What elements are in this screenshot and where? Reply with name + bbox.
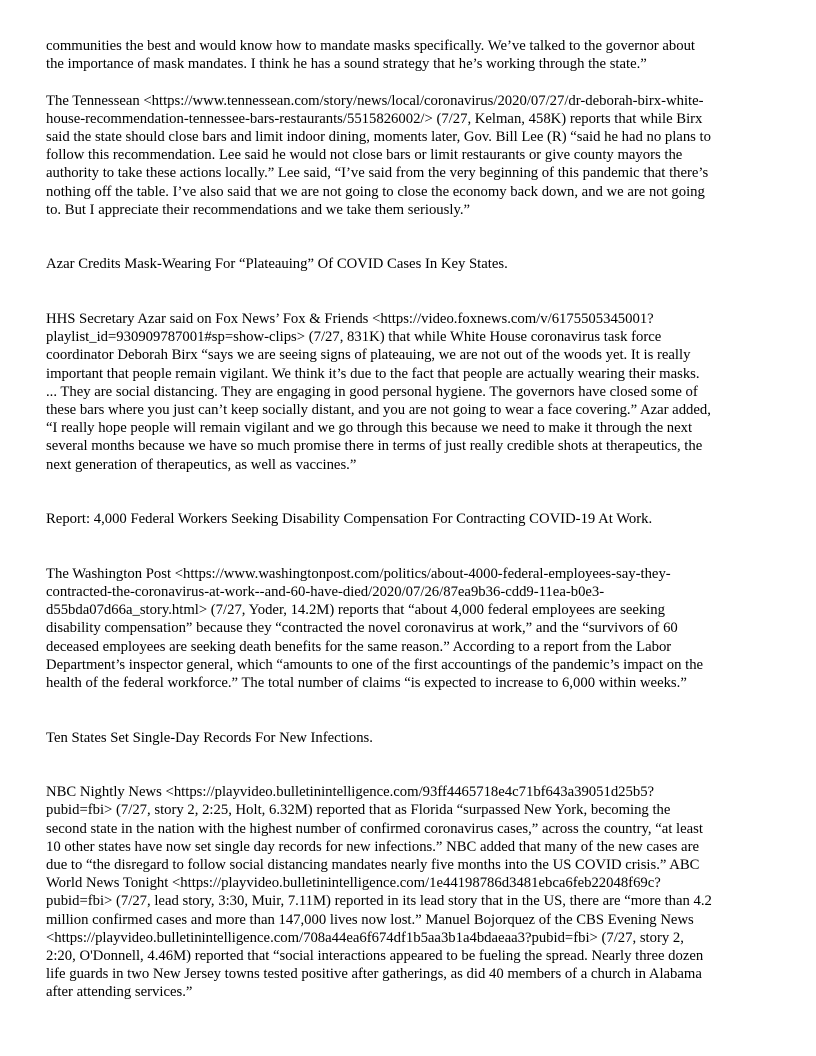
- paragraph-spacer: [46, 474, 774, 510]
- paragraph-spacer: [46, 73, 774, 91]
- paragraph-spacer: [46, 274, 774, 310]
- heading-ten-states-records: Ten States Set Single-Day Records For New Infections.: [46, 729, 373, 746]
- paragraph-network-news-reports: NBC Nightly News <https://playvideo.bulletinintelligence.com/93ff4465718e4c71bf643a39051d25b5? pubid=fbi> (7/27, story 2, 2:25, Holt, 6.32M) reported that as Florida “surpassed New York, becoming the second state in the nation with the highest number of confirmed coronavirus cases,” across the country, “at least 10 other states have now set single day records for new infections.” NBC added that many of the new cases are due to “the disregard to follow social distancing mandates nearly five months into the US COVID crisis.” ABC World News Tonight <https://playvideo.bulletinintelligence.com/1e44198786d3481ebca6feb22048f69c? pubid=fbi> (7/27, lead story, 3:30, Muir, 7.11M) reported in its lead story that in the US, there are “more than 4.2 million confirmed cases and more than 147,000 lives now lost.” Manuel Bojorquez of the CBS Evening News <https://playvideo.bulletinintelligence.com/708a44ea6f674df1b5aa3b1a4bdaeaa3?pubid=fbi> (7/27, story 2, 2:20, O'Donnell, 4.46M) reported that “social interactions appeared to be fueling the spread. Nearly three dozen life guards in two New Jersey towns tested positive after gatherings, as did 40 members of a church in Alabama after attending services.”: [46, 784, 712, 1001]
- paragraph-washington-post-report: The Washington Post <https://www.washingtonpost.com/politics/about-4000-federal-employees-say-they- contracted-the-coronavirus-at-work--and-60-have-died/2020/07/26/87ea9b36-cdd9-11ea-b0e3- d55bda07d66a_story.html> (7/27, Yoder, 14.2M) reports that “about 4,000 federal employees are seeking disability compensation” because they “contracted the novel coronavirus at work,” and the “survivors of 60 deceased employees are seeking death benefits for the same reason.” According to a report from the Labor Department’s inspector general, which “amounts to one of the first accountings of the pandemic’s impact on the health of the federal workforce.” The total number of claims “is expected to increase to 6,000 within weeks.”: [46, 565, 704, 692]
- paragraph-mask-mandates-quote: communities the best and would know how to mandate masks specifically. We’ve talked to the governor about the importance of mask mandates. I think he has a sound strategy that he’s working through the state.”: [46, 38, 695, 73]
- document-page: [46, 37, 774, 1002]
- paragraph-spacer: [46, 692, 774, 728]
- heading-federal-workers-report: Report: 4,000 Federal Workers Seeking Disability Compensation For Contracting COVID-19 At Work.: [46, 511, 653, 528]
- paragraph-tennessean-report: The Tennessean <https://www.tennessean.com/story/news/local/coronavirus/2020/07/27/dr-deborah-birx-white- house-recommendation-tennessee-bars-restaurants/5515826002/> (7/27, Kelman, 458K) reports that while Birx said the state should close bars and limit indoor dining, moments later, Gov. Bill Lee (R) “said he had no plans to follow this recommendation. Lee said he would not close bars or limit restaurants or give county mayors the authority to take these actions locally.” Lee said, “I’ve said from the very beginning of this pandemic that there’s nothing off the table. I’ve also said that we are not going to close the economy back down, and we are not going to. But I appreciate their recommendations and we take them seriously.”: [46, 92, 711, 218]
- paragraph-azar-fox-news: HHS Secretary Azar said on Fox News’ Fox & Friends <https://video.foxnews.com/v/6175505345001? playlist_id=930909787001#sp=show-clips> (7/27, 831K) that while White House coronavirus task force coordinator Deborah Birx “says we are seeing signs of plateauing, we are not out of the woods yet. It is really important that people remain vigilant. We think it’s due to the fact that people are actually wearing their masks. ... They are social distancing. They are engaging in good personal hygiene. The governors have closed some of these bars where you just can’t keep socially distant, and you are not going to wear a face covering.” Azar added, “I really hope people will remain vigilant and we go through this because we need to make it through the next several months because we have so much promise there in terms of just really credible shots at therapeutics, the next generation of therapeutics, as well as vaccines.”: [46, 311, 711, 473]
- heading-azar-mask-wearing: Azar Credits Mask-Wearing For “Plateauing” Of COVID Cases In Key States.: [46, 256, 508, 273]
- paragraph-spacer: [46, 528, 774, 564]
- paragraph-spacer: [46, 219, 774, 255]
- paragraph-spacer: [46, 747, 774, 783]
